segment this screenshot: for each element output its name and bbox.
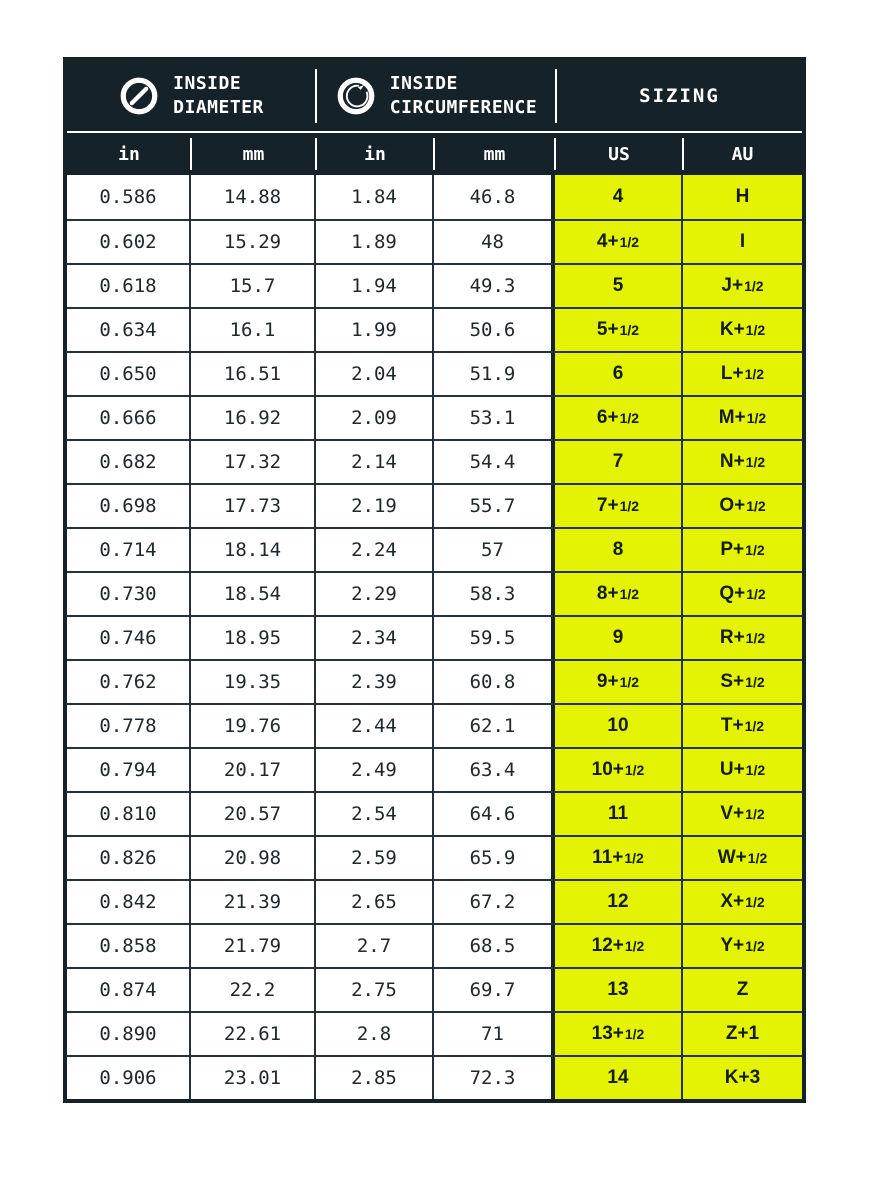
cell-us-size	[555, 793, 683, 835]
cell-us-size	[555, 705, 683, 747]
cell-au-size	[683, 529, 802, 571]
cell-diameter-in: 0.682	[67, 441, 191, 483]
cell-diameter-mm: 22.2	[191, 969, 316, 1011]
size-fraction: 1/2	[746, 410, 767, 426]
cell-diameter-mm: 19.76	[191, 705, 316, 747]
circumference-icon	[335, 75, 377, 117]
cell-diameter-in: 0.794	[67, 749, 191, 791]
size-value: 4+	[596, 231, 619, 252]
cell-diameter-mm: 16.1	[191, 309, 316, 351]
cell-circumference-in: 2.14	[316, 441, 434, 483]
size-value: 9+	[596, 671, 619, 692]
size-value: P+	[720, 539, 745, 560]
cell-diameter-in: 0.698	[67, 485, 191, 527]
size-fraction: 1/2	[624, 1026, 645, 1042]
header-group-sizing	[557, 61, 802, 131]
cell-diameter-mm: 17.73	[191, 485, 316, 527]
header-label-inside-circumference	[390, 72, 537, 121]
cell-diameter-in: 0.842	[67, 881, 191, 923]
cell-diameter-in: 0.890	[67, 1013, 191, 1055]
size-fraction: 1/2	[619, 498, 640, 514]
cell-diameter-mm: 15.7	[191, 265, 316, 307]
cell-diameter-mm: 16.51	[191, 353, 316, 395]
cell-circumference-in: 2.19	[316, 485, 434, 527]
cell-diameter-in: 0.810	[67, 793, 191, 835]
cell-diameter-mm: 15.29	[191, 221, 316, 263]
cell-circumference-in: 2.59	[316, 837, 434, 879]
size-fraction: 1/2	[745, 454, 766, 470]
cell-circumference-in: 2.65	[316, 881, 434, 923]
cell-diameter-mm: 20.98	[191, 837, 316, 879]
cell-circumference-mm: 60.8	[434, 661, 555, 703]
cell-diameter-mm: 20.17	[191, 749, 316, 791]
cell-diameter-in: 0.826	[67, 837, 191, 879]
cell-circumference-mm: 46.8	[434, 175, 555, 219]
cell-circumference-in: 2.75	[316, 969, 434, 1011]
cell-us-size	[555, 441, 683, 483]
cell-circumference-mm: 63.4	[434, 749, 555, 791]
cell-us-size	[555, 881, 683, 923]
size-value: K+3	[724, 1067, 761, 1088]
cell-au-size	[683, 1057, 802, 1099]
column-header-diameter-in: in	[67, 133, 191, 175]
cell-diameter-in: 0.618	[67, 265, 191, 307]
size-fraction: 1/2	[745, 806, 765, 822]
cell-circumference-in: 1.94	[316, 265, 434, 307]
size-value: K+	[719, 319, 745, 340]
size-value: Z+1	[725, 1023, 760, 1044]
cell-us-size	[555, 175, 683, 219]
cell-us-size	[555, 837, 683, 879]
cell-au-size	[683, 397, 802, 439]
cell-circumference-mm: 53.1	[434, 397, 555, 439]
cell-au-size	[683, 925, 802, 967]
table-body	[67, 175, 802, 1099]
cell-au-size	[683, 661, 802, 703]
cell-circumference-in: 1.99	[316, 309, 434, 351]
size-fraction: 1/2	[619, 322, 640, 338]
cell-diameter-mm: 23.01	[191, 1057, 316, 1099]
cell-diameter-in: 0.666	[67, 397, 191, 439]
size-value: 14	[607, 1067, 629, 1088]
cell-circumference-mm: 58.3	[434, 573, 555, 615]
table-row	[67, 703, 802, 747]
cell-us-size	[555, 925, 683, 967]
table-row	[67, 351, 802, 395]
size-value: 11+	[592, 847, 624, 868]
cell-au-size	[683, 617, 802, 659]
table-row	[67, 1055, 802, 1099]
cell-diameter-in: 0.634	[67, 309, 191, 351]
size-value: X+	[720, 891, 745, 912]
header-label-line2: CIRCUMFERENCE	[389, 97, 538, 118]
column-header-diameter-mm: mm	[191, 133, 316, 175]
cell-au-size	[683, 265, 802, 307]
cell-diameter-in: 0.778	[67, 705, 191, 747]
cell-us-size	[555, 221, 683, 263]
cell-diameter-in: 0.906	[67, 1057, 191, 1099]
table-row	[67, 835, 802, 879]
cell-diameter-mm: 20.57	[191, 793, 316, 835]
size-value: Y+	[720, 935, 745, 956]
cell-au-size	[683, 705, 802, 747]
cell-au-size	[683, 749, 802, 791]
size-value: 8	[612, 539, 624, 560]
cell-circumference-mm: 55.7	[434, 485, 555, 527]
cell-au-size	[683, 573, 802, 615]
size-value: 4	[612, 186, 624, 207]
cell-us-size	[555, 309, 683, 351]
table-row	[67, 219, 802, 263]
cell-us-size	[555, 353, 683, 395]
cell-us-size	[555, 265, 683, 307]
size-fraction: 1/2	[745, 630, 766, 646]
cell-au-size	[683, 309, 802, 351]
cell-us-size	[555, 1057, 683, 1099]
cell-diameter-in: 0.602	[67, 221, 191, 263]
cell-diameter-mm: 21.39	[191, 881, 316, 923]
cell-diameter-mm: 22.61	[191, 1013, 316, 1055]
size-value: 13+	[591, 1023, 624, 1044]
cell-circumference-in: 2.8	[316, 1013, 434, 1055]
size-value: N+	[719, 451, 745, 472]
cell-au-size	[683, 1013, 802, 1055]
cell-diameter-in: 0.650	[67, 353, 191, 395]
size-fraction: 1/2	[746, 586, 766, 602]
cell-circumference-mm: 68.5	[434, 925, 555, 967]
size-value: 10+	[591, 759, 624, 780]
header-label-inside-diameter	[173, 72, 264, 121]
column-header-circumference-in: in	[316, 133, 434, 175]
cell-circumference-in: 2.09	[316, 397, 434, 439]
table-row	[67, 923, 802, 967]
header-label-line1: INSIDE	[173, 72, 242, 94]
cell-diameter-in: 0.714	[67, 529, 191, 571]
cell-circumference-mm: 65.9	[434, 837, 555, 879]
size-fraction: 1/2	[745, 322, 766, 338]
size-value: 8+	[596, 583, 619, 604]
cell-us-size	[555, 485, 683, 527]
column-header-au-size: AU	[731, 143, 754, 165]
cell-au-size	[683, 175, 802, 219]
size-value: J+	[721, 275, 744, 296]
cell-diameter-mm: 21.79	[191, 925, 316, 967]
cell-circumference-mm: 64.6	[434, 793, 555, 835]
header-label-line1: INSIDE	[389, 72, 458, 94]
size-value: 12+	[591, 935, 624, 956]
table-row	[67, 791, 802, 835]
size-value: 9	[612, 627, 624, 648]
size-fraction: 1/2	[745, 674, 765, 690]
size-value: V+	[720, 803, 745, 824]
diameter-icon	[118, 75, 160, 117]
size-fraction: 1/2	[746, 498, 766, 514]
cell-diameter-mm: 18.54	[191, 573, 316, 615]
table-row	[67, 439, 802, 483]
column-header-us-size: US	[555, 133, 683, 175]
cell-circumference-in: 2.29	[316, 573, 434, 615]
cell-circumference-in: 2.85	[316, 1057, 434, 1099]
size-value: I	[739, 231, 746, 252]
cell-au-size	[683, 793, 802, 835]
size-value: 7	[612, 451, 624, 472]
cell-au-size	[683, 485, 802, 527]
cell-circumference-in: 1.84	[316, 175, 434, 219]
cell-au-size	[683, 837, 802, 879]
cell-diameter-in: 0.730	[67, 573, 191, 615]
table-row	[67, 263, 802, 307]
cell-us-size	[555, 397, 683, 439]
cell-au-size	[683, 353, 802, 395]
size-value: 13	[607, 979, 629, 1000]
table-header	[67, 61, 802, 131]
size-value: 5+	[596, 319, 619, 340]
size-value: H	[735, 186, 750, 207]
size-fraction: 1/2	[745, 762, 766, 778]
size-value: R+	[719, 627, 745, 648]
size-value: S+	[720, 671, 745, 692]
size-fraction: 1/2	[744, 278, 764, 294]
table-row	[67, 659, 802, 703]
size-value: 10	[607, 715, 629, 736]
cell-us-size	[555, 661, 683, 703]
cell-circumference-mm: 67.2	[434, 881, 555, 923]
size-value: T+	[720, 715, 744, 736]
size-fraction: 1/2	[619, 586, 640, 602]
table-row	[67, 571, 802, 615]
cell-diameter-in: 0.586	[67, 175, 191, 219]
cell-diameter-mm: 14.88	[191, 175, 316, 219]
cell-circumference-mm: 49.3	[434, 265, 555, 307]
table-row	[67, 879, 802, 923]
size-value: O+	[719, 495, 746, 516]
header-label-sizing: SIZING	[639, 85, 720, 107]
size-value: 12	[607, 891, 629, 912]
column-header-circumference-mm: mm	[434, 133, 555, 175]
cell-diameter-mm: 17.32	[191, 441, 316, 483]
cell-diameter-mm: 16.92	[191, 397, 316, 439]
cell-us-size	[555, 969, 683, 1011]
cell-diameter-in: 0.746	[67, 617, 191, 659]
cell-circumference-in: 2.49	[316, 749, 434, 791]
size-fraction: 1/2	[619, 410, 640, 426]
cell-au-size	[683, 969, 802, 1011]
cell-circumference-mm: 54.4	[434, 441, 555, 483]
table-row	[67, 527, 802, 571]
cell-diameter-mm: 18.95	[191, 617, 316, 659]
size-fraction: 1/2	[619, 234, 640, 250]
cell-circumference-in: 2.54	[316, 793, 434, 835]
cell-us-size	[555, 749, 683, 791]
cell-au-size	[683, 881, 802, 923]
cell-circumference-in: 2.04	[316, 353, 434, 395]
table-row	[67, 483, 802, 527]
size-value: W+	[717, 847, 747, 868]
header-label-line2: DIAMETER	[173, 97, 264, 118]
size-fraction: 1/2	[624, 850, 644, 866]
cell-circumference-mm: 62.1	[434, 705, 555, 747]
cell-circumference-in: 2.7	[316, 925, 434, 967]
size-value: 6	[612, 363, 624, 384]
cell-au-size	[683, 441, 802, 483]
cell-circumference-mm: 69.7	[434, 969, 555, 1011]
size-value: M+	[718, 407, 746, 428]
table-row	[67, 175, 802, 219]
size-fraction: 1/2	[745, 938, 765, 954]
subheader-row	[67, 133, 802, 175]
cell-circumference-in: 2.24	[316, 529, 434, 571]
cell-diameter-in: 0.874	[67, 969, 191, 1011]
table-row	[67, 307, 802, 351]
header-group-inside-diameter	[67, 61, 315, 131]
table-row	[67, 1011, 802, 1055]
table-row	[67, 967, 802, 1011]
cell-circumference-in: 2.39	[316, 661, 434, 703]
cell-circumference-in: 1.89	[316, 221, 434, 263]
cell-diameter-mm: 18.14	[191, 529, 316, 571]
cell-circumference-in: 2.34	[316, 617, 434, 659]
cell-circumference-in: 2.44	[316, 705, 434, 747]
size-value: 7+	[596, 495, 619, 516]
cell-diameter-in: 0.858	[67, 925, 191, 967]
size-fraction: 1/2	[744, 718, 765, 734]
ring-size-table	[63, 57, 806, 1103]
cell-au-size	[683, 221, 802, 263]
table-row	[67, 395, 802, 439]
size-value: Q+	[719, 583, 746, 604]
size-value: 6+	[596, 407, 619, 428]
size-fraction: 1/2	[745, 894, 765, 910]
size-value: 11	[607, 803, 629, 824]
cell-us-size	[555, 529, 683, 571]
cell-circumference-mm: 59.5	[434, 617, 555, 659]
table-row	[67, 747, 802, 791]
cell-us-size	[555, 1013, 683, 1055]
cell-circumference-mm: 51.9	[434, 353, 555, 395]
cell-diameter-mm: 19.35	[191, 661, 316, 703]
size-fraction: 1/2	[619, 674, 640, 690]
size-value: 5	[612, 275, 624, 296]
cell-us-size	[555, 573, 683, 615]
table-row	[67, 615, 802, 659]
cell-circumference-mm: 57	[434, 529, 555, 571]
size-value: Z	[736, 979, 749, 1000]
size-value: U+	[719, 759, 745, 780]
size-fraction: 1/2	[745, 542, 765, 558]
cell-us-size	[555, 617, 683, 659]
size-fraction: 1/2	[747, 850, 768, 866]
size-fraction: 1/2	[624, 762, 645, 778]
cell-circumference-mm: 50.6	[434, 309, 555, 351]
cell-circumference-mm: 48	[434, 221, 555, 263]
cell-diameter-in: 0.762	[67, 661, 191, 703]
size-value: L+	[720, 363, 744, 384]
size-fraction: 1/2	[624, 938, 645, 954]
header-group-inside-circumference	[317, 61, 555, 131]
size-fraction: 1/2	[744, 366, 765, 382]
cell-circumference-mm: 71	[434, 1013, 555, 1055]
cell-circumference-mm: 72.3	[434, 1057, 555, 1099]
